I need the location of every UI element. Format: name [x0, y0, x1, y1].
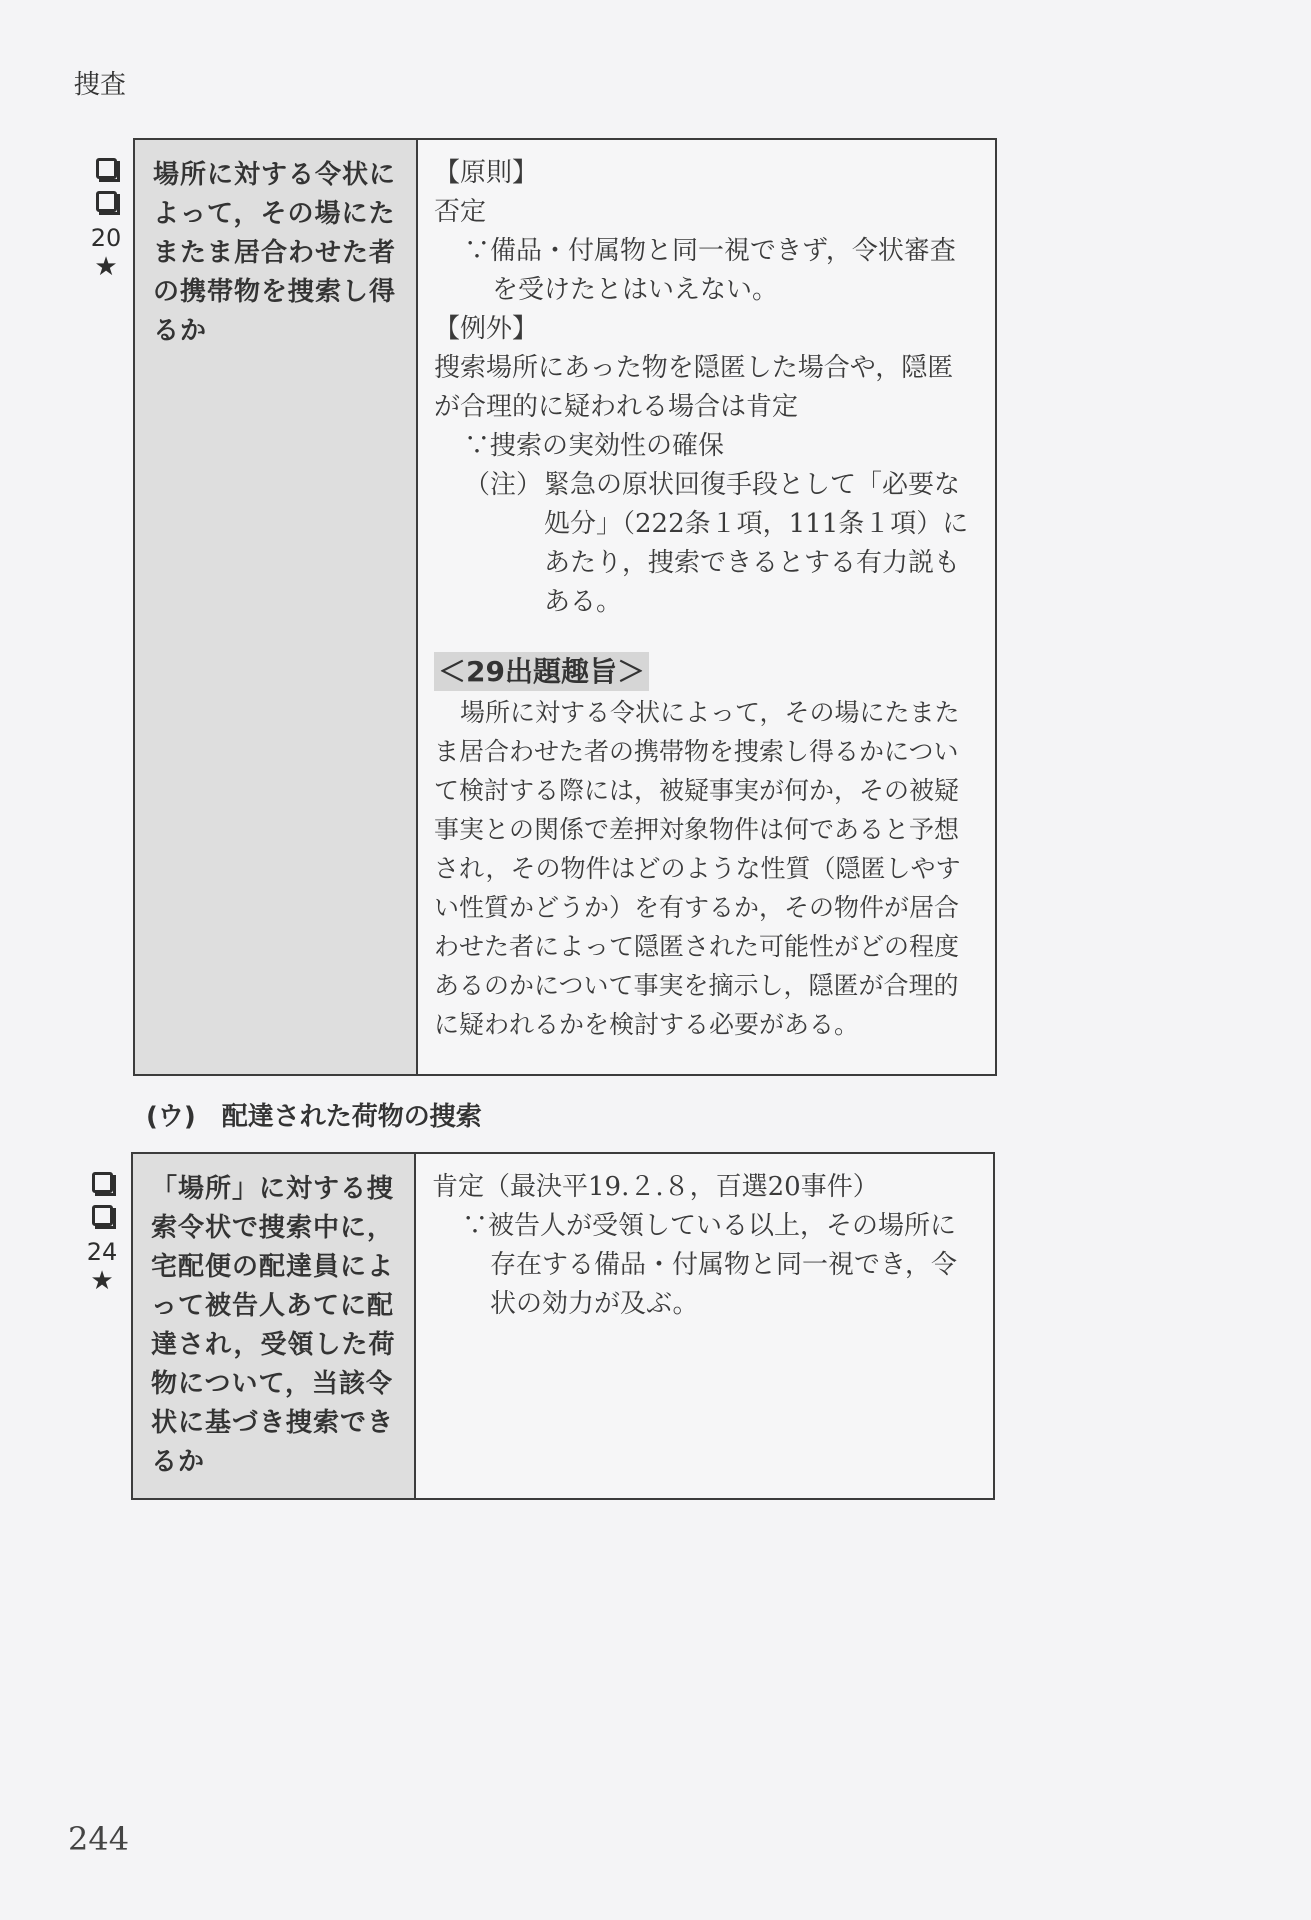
note-block [434, 466, 983, 622]
question-line: るか [151, 1447, 206, 1477]
answer-cell [417, 139, 996, 1075]
entry-number: 20 [90, 224, 122, 252]
qa-table [131, 1152, 995, 1500]
principle-text: 否定 [434, 197, 487, 227]
exception-line: が合理的に疑われる場合は肯定 [434, 392, 799, 422]
note-label: （注） [464, 470, 543, 500]
page-number: 244 [68, 1820, 130, 1858]
answer-text: 肯定（最決平19.２.８，百選20事件） [432, 1172, 879, 1202]
entry-marker [86, 158, 126, 282]
star-icon: ★ [90, 1266, 114, 1296]
checkbox-icon[interactable] [96, 158, 117, 179]
reason-line: ∵備品・付属物と同一視できず，令状審査 [464, 236, 956, 266]
theme-line: に疑われるかを検討する必要がある。 [434, 1010, 860, 1039]
qa-table [133, 138, 997, 1076]
theme-line: あるのかについて事実を摘示し，隠匿が合理的 [434, 971, 959, 1000]
note-line: ある。 [544, 587, 623, 617]
question-cell [132, 1153, 415, 1499]
theme-line: て検討する際には，被疑事実が何か，その被疑 [434, 776, 960, 805]
exam-theme-body [434, 693, 983, 1044]
chapter-header: 捜査 [74, 70, 127, 100]
section-subheading: (ウ) 配達された荷物の捜索 [146, 1102, 482, 1132]
question-line: るか [153, 316, 208, 346]
entry-marker [82, 1172, 122, 1296]
entry-number: 24 [86, 1238, 118, 1266]
theme-line: わせた者によって隠匿された可能性がどの程度 [434, 932, 960, 961]
exception-label: 【例外】 [434, 314, 539, 344]
note-body [544, 466, 968, 622]
note-line: 処分」（222条１項，111条１項）に [544, 509, 969, 539]
checkbox-icon[interactable] [96, 191, 117, 212]
checkbox-icon[interactable] [92, 1172, 113, 1193]
note-line: あたり，捜索できるとする有力説も [544, 548, 961, 578]
theme-line: 場所に対する令状によって，その場にたまた [460, 698, 960, 727]
question-line: の携帯物を捜索し得 [153, 277, 397, 307]
reason-line: ∵捜索の実効性の確保 [464, 431, 725, 461]
principle-label: 【原則】 [434, 158, 539, 188]
question-line: 場所に対する令状に [153, 160, 397, 190]
theme-line: ま居合わせた者の携帯物を捜索し得るかについ [434, 737, 959, 766]
question-line: 状に基づき捜索でき [151, 1408, 395, 1438]
theme-line: 事実との関係で差押対象物件は何であると予想 [434, 815, 960, 844]
answer-cell [415, 1153, 994, 1499]
question-line: またま居合わせた者 [153, 238, 397, 268]
exception-line: 搜索場所にあった物を隠匿した場合や，隠匿 [434, 353, 954, 383]
question-line: って被告人あてに配 [151, 1291, 395, 1321]
theme-line: い性質かどうか）を有するか，その物件が居合 [434, 893, 960, 922]
reason-line: 状の効力が及ぶ。 [490, 1289, 699, 1319]
question-line: 索令状で捜索中に， [151, 1213, 395, 1243]
checkbox-icon[interactable] [92, 1205, 113, 1226]
theme-line: され，その物件はどのような性質（隠匿しやす [434, 854, 961, 883]
exam-theme-label: ＜29出題趣旨＞ [434, 652, 649, 691]
reason-line: 存在する備品・付属物と同一視でき，令 [490, 1250, 957, 1280]
star-icon: ★ [94, 252, 118, 282]
question-cell [134, 139, 417, 1075]
question-line: 達され，受領した荷 [151, 1330, 396, 1360]
note-line: 緊急の原状回復手段として「必要な [544, 470, 961, 500]
reason-line: を受けたとはいえない。 [492, 275, 779, 305]
question-line: 宅配便の配達員によ [151, 1252, 395, 1282]
question-line: 物について，当該令 [151, 1369, 393, 1399]
reason-line: ∵被告人が受領している以上，その場所に [462, 1211, 957, 1241]
question-line: 「場所」に対する捜 [151, 1174, 395, 1204]
question-line: よって，その場にた [153, 199, 396, 229]
